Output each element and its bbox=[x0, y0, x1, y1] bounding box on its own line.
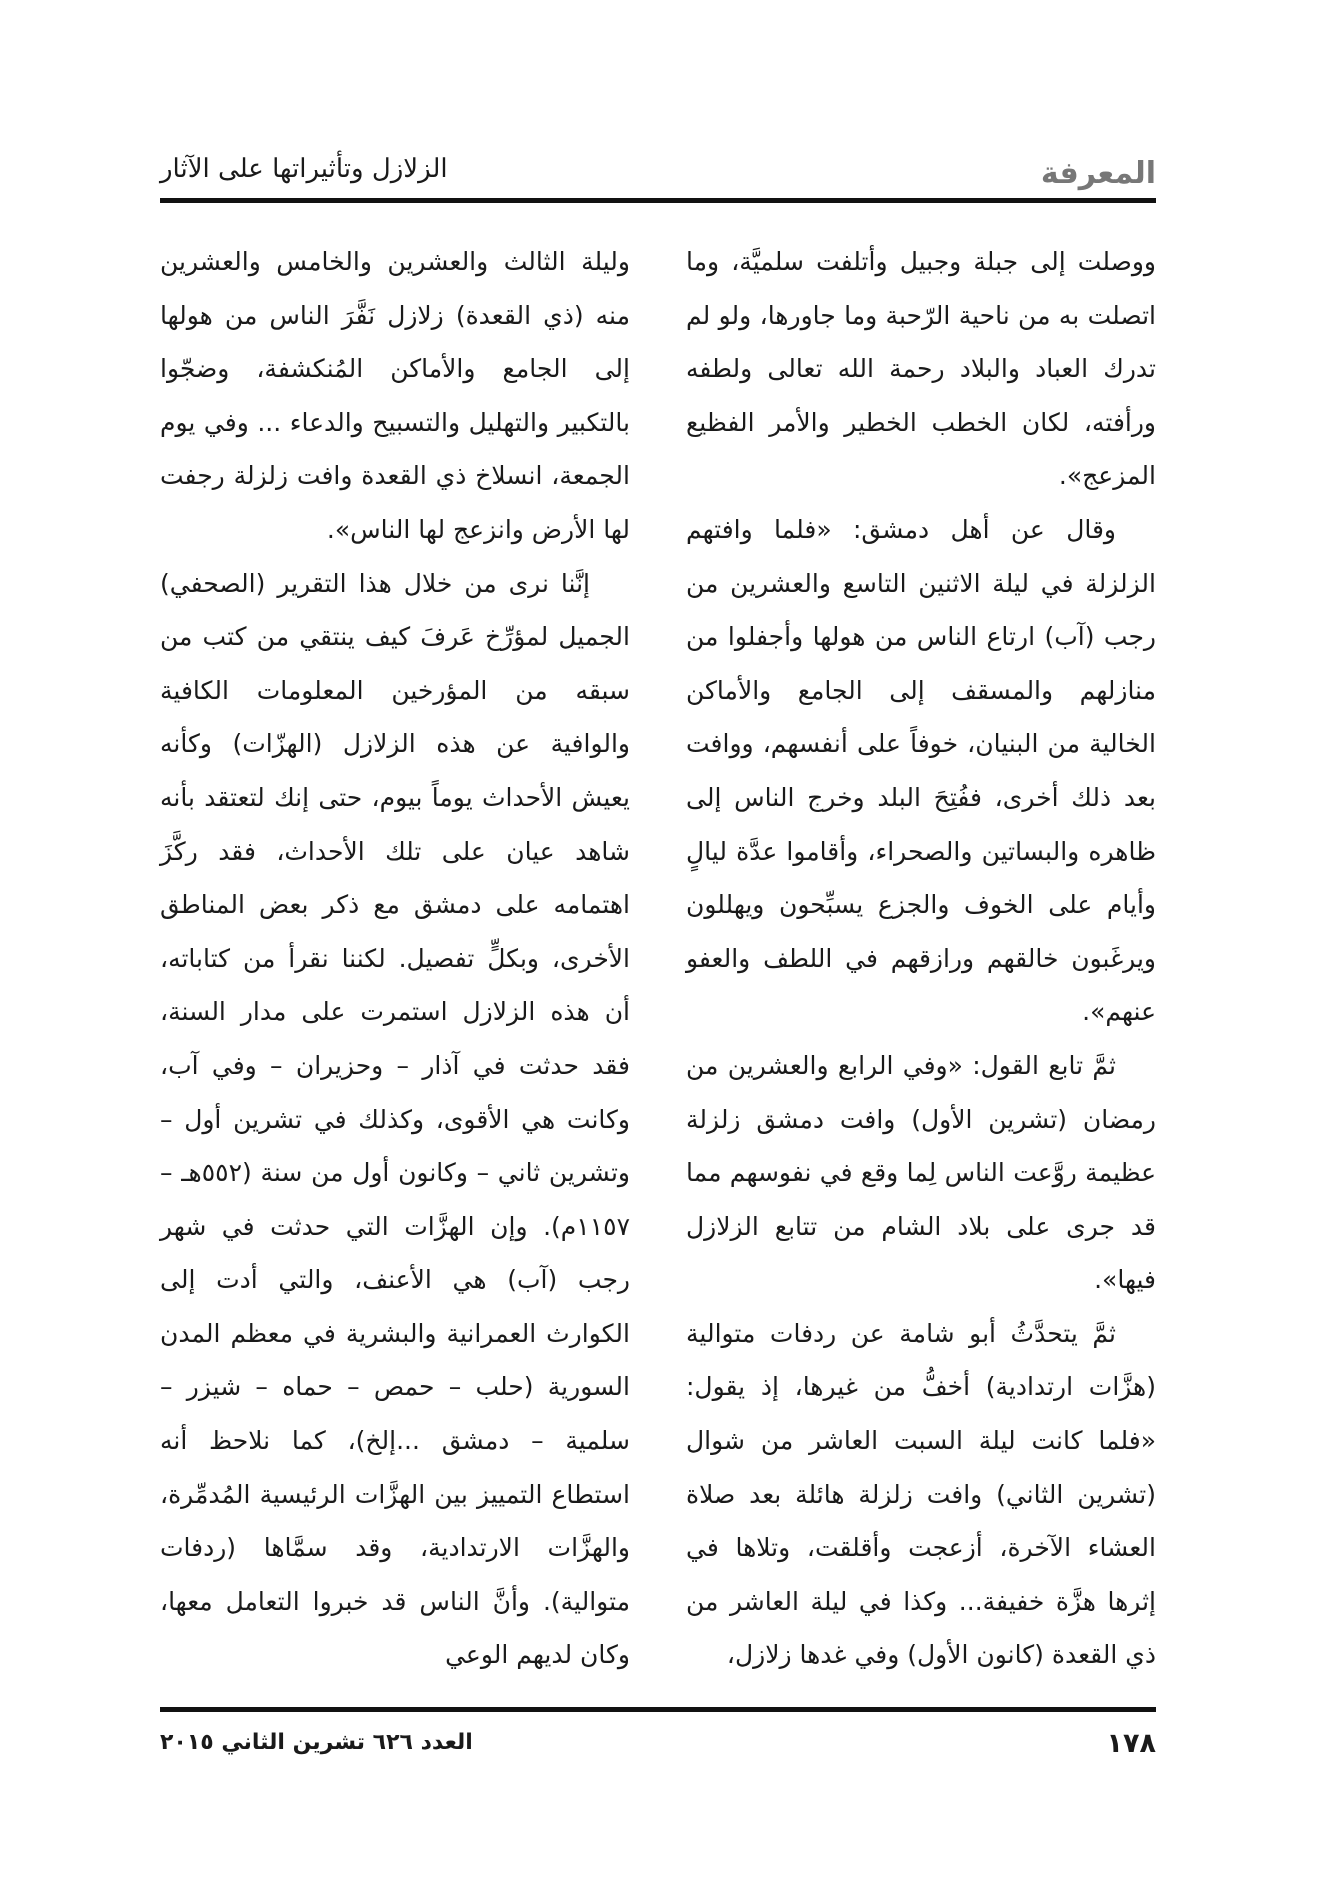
paragraph: وليلة الثالث والعشرين والخامس والعشرين منه (ذي القعدة) زلازل نَفَّرَ الناس من هولها إلى الجامع والأماكن المُنكشفة، وضجّوا بالتكبير والتهليل والتسبيح والدعاء ... وفي يوم الجمعة، انسلاخ ذي القعدة وافت زلزلة رجفت لها الأرض وانزعج لها الناس». bbox=[160, 247, 630, 544]
page-number: ١٧٨ bbox=[1106, 1728, 1156, 1759]
left-column bbox=[160, 235, 630, 1682]
paragraph: إنَّنا نرى من خلال هذا التقرير (الصحفي) الجميل لمؤرِّخ عَرفَ كيف ينتقي من كتب من سبقه من المؤرخين المعلومات الكافية والوافية عن هذه الزلازل (الهزّات) وكأنه يعيش الأحداث يوماً بيوم، حتى إنك لتعتقد بأنه شاهد عيان على تلك الأحداث، فقد ركَّزَ اهتمامه على دمشق مع ذكر بعض المناطق الأخرى، وبكلٍّ تفصيل. لكننا نقرأ من كتاباته، أن هذه الزلازل استمرت على مدار السنة، فقد حدثت في آذار – وحزيران – وفي آب، وكانت هي الأقوى، وكذلك في تشرين أول – وتشرين ثاني – وكانون أول من سنة (٥٥٢هـ – ١١٥٧م). وإن الهزَّات التي حدثت في شهر رجب (آب) هي الأعنف، والتي أدت إلى الكوارث العمرانية والبشرية في معظم المدن السورية (حلب – حمص – حماه – شيزر – سلمية – دمشق ...إلخ)، كما نلاحظ أنه استطاع التمييز بين الهزَّات الرئيسية المُدمِّرة، والهزَّات الارتدادية، وقد سمَّاها (ردفات متوالية). وأنَّ الناس قد خبروا التعامل معها، وكان لديهم الوعي bbox=[160, 568, 630, 1670]
magazine-logo: المعرفة bbox=[1040, 156, 1156, 191]
paragraph: ووصلت إلى جبلة وجبيل وأتلفت سلميَّة، وما اتصلت به من ناحية الرّحبة وما جاورها، ولو لم تدرك العباد والبلاد رحمة الله تعالى ولطفه ورأفته، لكان الخطب الخطير والأمر الفظيع المزعج». bbox=[686, 247, 1156, 491]
running-title: الزلازل وتأثيراتها على الآثار bbox=[160, 154, 448, 184]
paragraph: ثمَّ يتحدَّثُ أبو شامة عن ردفات متوالية (هزَّات ارتدادية) أخفُّ من غيرها، إذ يقول: «فلما كانت ليلة السبت العاشر من شوال (تشرين الثاني) وافت زلزلة هائلة بعد صلاة العشاء الآخرة، أزعجت وأقلقت، وتلاها في إثرها هزَّة خفيفة... وكذا في ليلة العاشر من ذي القعدة (كانون الأول) وفي غدها زلازل، bbox=[686, 1318, 1156, 1670]
page-header bbox=[160, 150, 1156, 198]
page-footer bbox=[160, 1728, 1156, 1768]
right-column bbox=[686, 235, 1156, 1682]
header-divider bbox=[160, 198, 1156, 203]
paragraph: ثمَّ تابع القول: «وفي الرابع والعشرين من رمضان (تشرين الأول) وافت دمشق زلزلة عظيمة روَّعت الناس لِما وقع في نفوسهم مما قد جرى على بلاد الشام من تتابع الزلازل فيها». bbox=[686, 1050, 1156, 1295]
issue-info: العدد ٦٢٦ تشرين الثاني ٢٠١٥ bbox=[160, 1730, 473, 1755]
paragraph: وقال عن أهل دمشق: «فلما وافتهم الزلزلة في ليلة الاثنين التاسع والعشرين من رجب (آب) ارتاع الناس من هولها وأجفلوا من منازلهم والمسقف إلى الجامع والأماكن الخالية من البنيان، خوفاً على أنفسهم، ووافت بعد ذلك أخرى، ففُتِحَ البلد وخرج الناس إلى ظاهره والبساتين والصحراء، وأقاموا عدَّة ليالٍ وأيام على الخوف والجزع يسبِّحون ويهللون ويرغَبون خالقهم ورازقهم في اللطف والعفو عنهم». bbox=[686, 514, 1156, 1027]
footer-divider bbox=[160, 1707, 1156, 1712]
